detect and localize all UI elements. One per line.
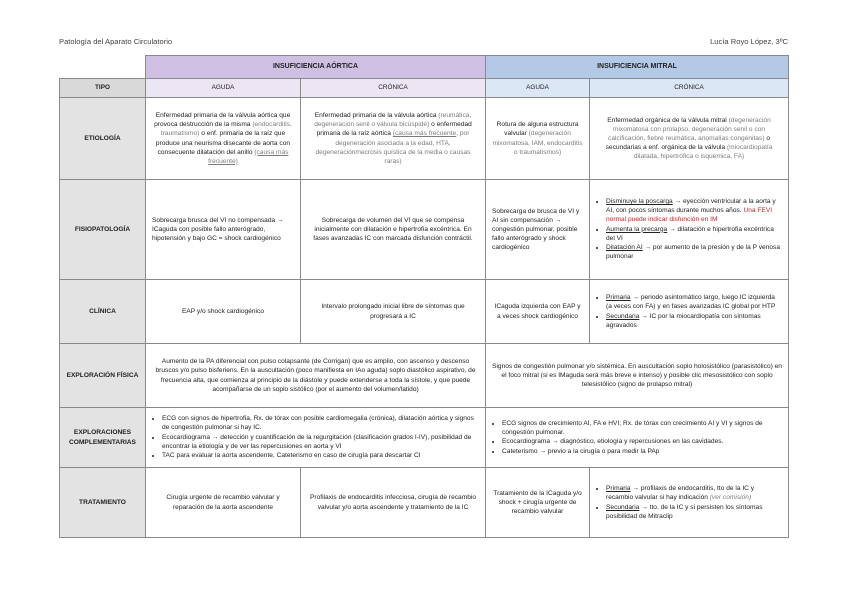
header-ao-aguda: AGUDA (146, 79, 301, 98)
cell-clinica-mi-aguda: ICaguda izquierda con EAP y a veces shock cardiogénico (486, 280, 590, 344)
list-item: • Ecocardiograma → detección y cuantificación de la regurgitación (clasificación grados I-IV), posibilidad de encontrar la etiología y de ver las repercusiones en aorta y VI (162, 433, 479, 451)
cell-tto-ao-aguda: Cirugía urgente de recambio valvular y reparación de la aorta ascendente (146, 468, 301, 538)
text-segment: → dilatación e hipertrofia excéntrica del VI (606, 225, 774, 242)
list-item: • Cateterismo → previo a la cirugía o para medir la PAp (502, 447, 782, 456)
text-segment: o enfermedad primaria de la raíz aórtica (316, 121, 472, 138)
text-segment-underline: Aumenta la precarga (606, 225, 668, 233)
table-header-row (60, 56, 789, 79)
table-row-fisiopatologia (60, 180, 789, 280)
text-segment: → IC por la miocardiopatía con síntomas agravados (606, 312, 761, 329)
cell-expcomp-ao (146, 408, 486, 468)
cell-tto-mi-aguda: Tratamiento de la ICaguda y/o shock + cirugía urgente de recambio valvular (486, 468, 590, 538)
cell-expcomp-mi (486, 408, 789, 468)
text-segment: → tto. de la IC y si persisten los síntomas posibilidad de Mitraclip (606, 503, 763, 520)
table-row-clinica (60, 280, 789, 344)
header-tipo: TIPO (60, 79, 146, 98)
text-segment-underline: Primaria (606, 484, 631, 492)
cell-etiologia-mi-aguda (486, 98, 590, 180)
cell-tto-ao-cronica: Profilaxis de endocarditis infecciosa, cirugía de recambio valvular y/o aorta ascendente y tratamiento de la IC (301, 468, 486, 538)
document-header-author: Lucía Royo López, 3ºC (710, 37, 788, 46)
document-header-title: Patología del Aparato Circulatorio (59, 37, 173, 46)
text-segment: → eyección ventricular a la aorta y AI, con pocos síntomas durante muchos años. (606, 197, 776, 215)
row-label-fisiopatologia: FISIOPATOLOGÍA (60, 180, 146, 280)
text-segment-underline: Secundaria (606, 503, 640, 511)
table-row-exploracion-fisica (60, 344, 789, 408)
text-segment-underline: Primaria (606, 293, 631, 301)
text-segment-underline: Secundaria (606, 312, 640, 320)
table-row-etiologia (60, 98, 789, 180)
text-segment-gray: (degeneración mixomatosa, IAM, endocarditis o traumatismos) (492, 130, 583, 156)
cell-exploracion-mi: Signos de congestión pulmonar y/o sistémica. En auscultación soplo holosistólico (parasistólico) en el foco mitral (si es IMaguda será más breve e intenso) y posible clic mesosistólico con soplo telesistólico (signo de prolapso mitral) (486, 344, 789, 408)
text-segment-gray: (reumática, degeneración senil o válvula bicúspide) (314, 112, 472, 129)
header-ao-cronica: CRÓNICA (301, 79, 486, 98)
fisio-mi-cronica-list (596, 197, 782, 262)
text-segment-red: Una FEVI normal puede indicar disfunción en IM (606, 207, 773, 224)
cell-fisio-mi-cronica (590, 180, 789, 280)
cell-fisio-ao-aguda: Sobrecarga brusca del VI no compensada → ICaguda con posible fallo anterógrado, hipotensión y bajo GC = shock cardiogénico (146, 180, 301, 280)
text-segment: Rotura de alguna estructura valvular (496, 121, 579, 138)
list-item: • TAC para evaluar la aorta ascendente, Cateterismo en caso de cirugía para descartar CI (162, 451, 479, 460)
header-mi-cronica: CRÓNICA (590, 79, 789, 98)
cell-fisio-ao-cronica: Sobrecarga de volumen del VI que se compensa inicialmente con dilatación e hipertrofia excéntrica. En fases avanzadas IC con marcada disfunción contráctil. (301, 180, 486, 280)
cell-etiologia-mi-cronica (590, 98, 789, 180)
text-segment: → periodo asintomático largo, luego IC izquierda (a veces con FA) y en fases avanzadas IC global por HTP (606, 293, 776, 310)
row-label-tratamiento: TRATAMIENTO (60, 468, 146, 538)
text-segment: o enf. primaria de la raíz que produce una neurisma disecante de aorta con consecuente dilatación del anillo (155, 130, 291, 156)
empty-corner-cell (60, 56, 146, 79)
list-item (606, 225, 782, 243)
cell-etiologia-ao-aguda (146, 98, 301, 180)
text-segment-gray-underline: (causa más frecuente (392, 130, 457, 138)
text-segment-underline: Disminuye la poscarga (606, 197, 673, 205)
cell-clinica-ao-cronica: Intervalo prolongado inicial libre de síntomas que progresará a IC (301, 280, 486, 344)
table-row-tratamiento (60, 468, 789, 538)
row-label-exploracion-fisica: EXPLORACIÓN FÍSICA (60, 344, 146, 408)
text-segment: Enfermedad orgánica de la válvula mitral (607, 116, 729, 124)
list-item (606, 503, 782, 521)
text-segment-gray-underline: (causa más frecuente) (208, 148, 289, 165)
list-item: • ECG signos de crecimiento AI, FA e HVI; Rx. de tórax con crecimiento AI y VI y signos de congestión pulmonar. (502, 419, 782, 437)
list-item: • ECG con signos de hipertrofia, Rx. de tórax con posible cardiomegalia (crónica), dilatación aórtica y signos de congestión pulmonar si hay IC. (162, 414, 479, 432)
cell-clinica-mi-cronica (590, 280, 789, 344)
text-segment-gray: (ver comisión) (709, 493, 752, 501)
expcomp-ao-list (152, 414, 479, 460)
text-segment-gray: (degeneración mixomatosa con prolapso, degeneración senil o con calcificación, fiebre reumática, anomalías congénitas) (608, 116, 771, 142)
row-label-clinica: CLÍNICA (60, 280, 146, 344)
list-item (606, 197, 782, 224)
header-insuficiencia-aortica: INSUFICIENCIA AÓRTICA (146, 56, 486, 79)
text-segment: → por aumento de la presión y de la P venosa pulmonar (606, 244, 781, 261)
expcomp-mi-list (492, 419, 782, 456)
list-item (606, 243, 782, 261)
row-label-etiologia: ETIOLOGÍA (60, 98, 146, 180)
text-segment-gray: (endocarditis, traumatismo) (160, 121, 292, 138)
text-segment: → profilaxis de endocarditis, tto de la IC y recambio valvular si hay indicación (606, 484, 755, 501)
list-item (606, 312, 782, 330)
tto-mi-cronica-list (596, 484, 782, 521)
header-insuficiencia-mitral: INSUFICIENCIA MITRAL (486, 56, 789, 79)
table-subheader-row (60, 79, 789, 98)
text-segment-gray: , por degeneración asociada a la edad, HTA, degeneración/necrosis quística de la media o causas raras) (315, 130, 471, 165)
row-label-exploraciones-complementarias: EXPLORACIONES COMPLEMENTARIAS (60, 408, 146, 468)
list-item: • Ecocardiograma → diagnóstico, etiología y repercusiones en las cavidades. (502, 437, 782, 446)
comparison-table (59, 55, 789, 538)
list-item (606, 484, 782, 502)
cell-clinica-ao-aguda: EAP y/o shock cardiogénico (146, 280, 301, 344)
cell-tto-mi-cronica (590, 468, 789, 538)
cell-exploracion-ao: Aumento de la PA diferencial con pulso colapsante (de Corrigan) que es amplio, con ascenso y descenso bruscos y/o pulso bisferiens. En la auscultación (poco manifiesta en IAo aguda) soplo diastólico aspirativo, de frecuencia alta, que comienza al principio de la diástole y puede extenderse a toda la sístole, y que puede acompañarse de un soplo sistólico (por el aumento del volumen/latido) (146, 344, 486, 408)
text-segment-gray: (miocardiopatía dilatada, hipertrófica o isquémica, FA) (633, 144, 773, 161)
text-segment: Enfermedad primaria de la válvula aórtica (314, 112, 439, 120)
text-segment: o secundarias a enf. orgánica de la válvula (605, 134, 771, 152)
list-item (606, 293, 782, 311)
cell-etiologia-ao-cronica (301, 98, 486, 180)
clinica-mi-cronica-list (596, 293, 782, 330)
text-segment-underline: Dilatación AI (606, 244, 643, 252)
header-mi-aguda: AGUDA (486, 79, 590, 98)
text-segment: Enfermedad primaria de la válvula aórtica que provoca destrucción de la misma (154, 112, 291, 129)
cell-fisio-mi-aguda: Sobrecarga de brusca de VI y AI sin compensación → congestión pulmonar, posible fallo anterógrado y shock cardiogénico (486, 180, 590, 280)
table-row-exploraciones-complementarias (60, 408, 789, 468)
